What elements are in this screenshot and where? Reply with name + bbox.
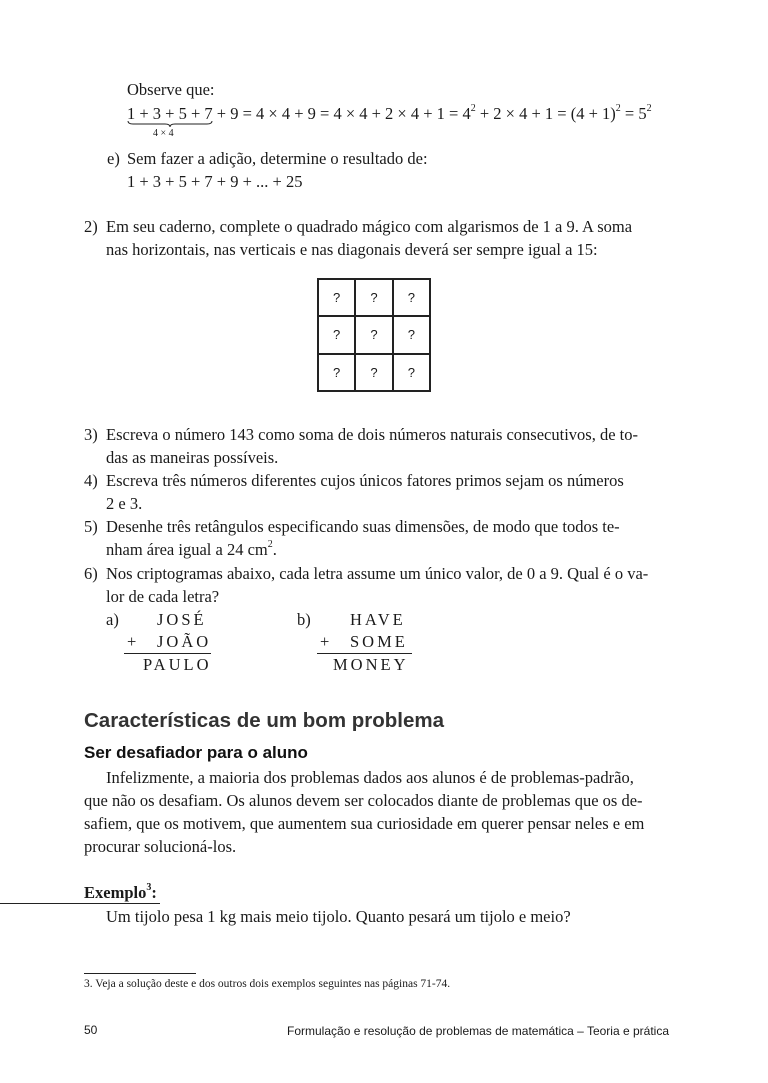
magic-square-cell: ? bbox=[393, 316, 430, 353]
magic-square-cell: ? bbox=[355, 316, 392, 353]
problem-2-line2: nas horizontais, nas verticais e nas diagonais deverá ser sempre igual a 15: bbox=[106, 240, 598, 259]
section-subtitle: Ser desafiador para o aluno bbox=[84, 743, 308, 762]
cryptogram-a-row1: JOSÉ bbox=[157, 610, 207, 629]
equation-line: $1 + 3 + 5 + 7 + 9 = 4 \times 4 + 9 = 4 \times 4 + 2 \times 4 + 1 = 4^2 + 2 \times 4 + 1 = (4 + 1)^2 = 5^2$ bbox=[127, 103, 652, 123]
cryptogram-a-row2: JOÃO bbox=[157, 632, 212, 651]
magic-square-cell: ? bbox=[393, 354, 430, 391]
problem-5-line2: nham área igual a 24 $cm^2$. bbox=[106, 539, 277, 559]
magic-square-cell: ? bbox=[318, 316, 355, 353]
example-text: Um tijolo pesa 1 kg mais meio tijolo. Quanto pesará um tijolo e meio? bbox=[106, 907, 571, 926]
cryptogram-b-row1: HAVE bbox=[350, 610, 406, 629]
problem-6-line1: Nos criptogramas abaixo, cada letra assume um único valor, de 0 a 9. Qual é o va- bbox=[106, 564, 649, 583]
observe-label: Observe que: bbox=[127, 80, 215, 99]
cryptogram-b-plus: + bbox=[320, 632, 330, 651]
paragraph-line1: Infelizmente, a maioria dos problemas dados aos alunos é de problemas-padrão, bbox=[106, 768, 634, 787]
problem-4-line1: Escreva três números diferentes cujos únicos fatores primos sejam os números bbox=[106, 471, 624, 490]
problem-2-number: 2) bbox=[84, 217, 98, 236]
equation-underbraced-part: 1 + 3 + 5 + 7 bbox=[127, 104, 213, 123]
example-label: Exemplo$^3$: bbox=[84, 882, 157, 902]
magic-square-cell: ? bbox=[318, 279, 355, 316]
magic-square bbox=[317, 278, 431, 392]
problem-3-number: 3) bbox=[84, 425, 98, 444]
cryptogram-a-result: PAULO bbox=[143, 655, 212, 674]
problem-4-line2: 2 e 3. bbox=[106, 494, 143, 513]
cryptogram-b-row2: SOME bbox=[350, 632, 408, 651]
paragraph-line3: safiem, que os motivem, que aumentem sua curiosidade em querer pensar neles e em bbox=[84, 814, 645, 833]
cryptogram-b-result: MONEY bbox=[333, 655, 409, 674]
problem-5-line1: Desenhe três retângulos especificando suas dimensões, de modo que todos te- bbox=[106, 517, 620, 536]
cryptogram-a-label: a) bbox=[106, 610, 119, 629]
problem-3-line1: Escreva o número 143 como soma de dois números naturais consecutivos, de to- bbox=[106, 425, 638, 444]
magic-square-cell: ? bbox=[355, 279, 392, 316]
problem-2-line1: Em seu caderno, complete o quadrado mágico com algarismos de 1 a 9. A soma bbox=[106, 217, 633, 236]
item-e-expression: 1 + 3 + 5 + 7 + 9 + ... + 25 bbox=[127, 172, 303, 191]
paragraph-line4: procurar solucioná-los. bbox=[84, 837, 237, 856]
problem-5-number: 5) bbox=[84, 517, 98, 536]
item-e-text: Sem fazer a adição, determine o resultado de: bbox=[127, 149, 428, 168]
book-title: Formulação e resolução de problemas de matemática – Teoria e prática bbox=[287, 1024, 669, 1038]
section-title: Características de um bom problema bbox=[84, 709, 445, 732]
cryptogram-b-label: b) bbox=[297, 610, 311, 629]
problem-6-line2: lor de cada letra? bbox=[106, 587, 220, 606]
underbrace bbox=[127, 120, 213, 128]
paragraph-line2: que não os desafiam. Os alunos devem ser colocados diante de problemas que os de- bbox=[84, 791, 643, 810]
page-number: 50 bbox=[84, 1023, 98, 1037]
item-e-label: e) bbox=[107, 149, 120, 168]
problem-6-number: 6) bbox=[84, 564, 98, 583]
magic-square-cell: ? bbox=[355, 354, 392, 391]
example-underline bbox=[0, 903, 160, 904]
cryptogram-b-sum-line bbox=[317, 653, 412, 654]
cryptogram-a-plus: + bbox=[127, 632, 137, 651]
footnote-separator bbox=[84, 973, 196, 974]
magic-square-cell: ? bbox=[393, 279, 430, 316]
problem-3-line2: das as maneiras possíveis. bbox=[106, 448, 279, 467]
cryptogram-a-sum-line bbox=[124, 653, 211, 654]
underbrace-label: 4 × 4 bbox=[153, 128, 174, 139]
magic-square-cell: ? bbox=[318, 354, 355, 391]
footnote-text: 3. Veja a solução deste e dos outros dois exemplos seguintes nas páginas 71-74. bbox=[84, 978, 451, 990]
problem-4-number: 4) bbox=[84, 471, 98, 490]
